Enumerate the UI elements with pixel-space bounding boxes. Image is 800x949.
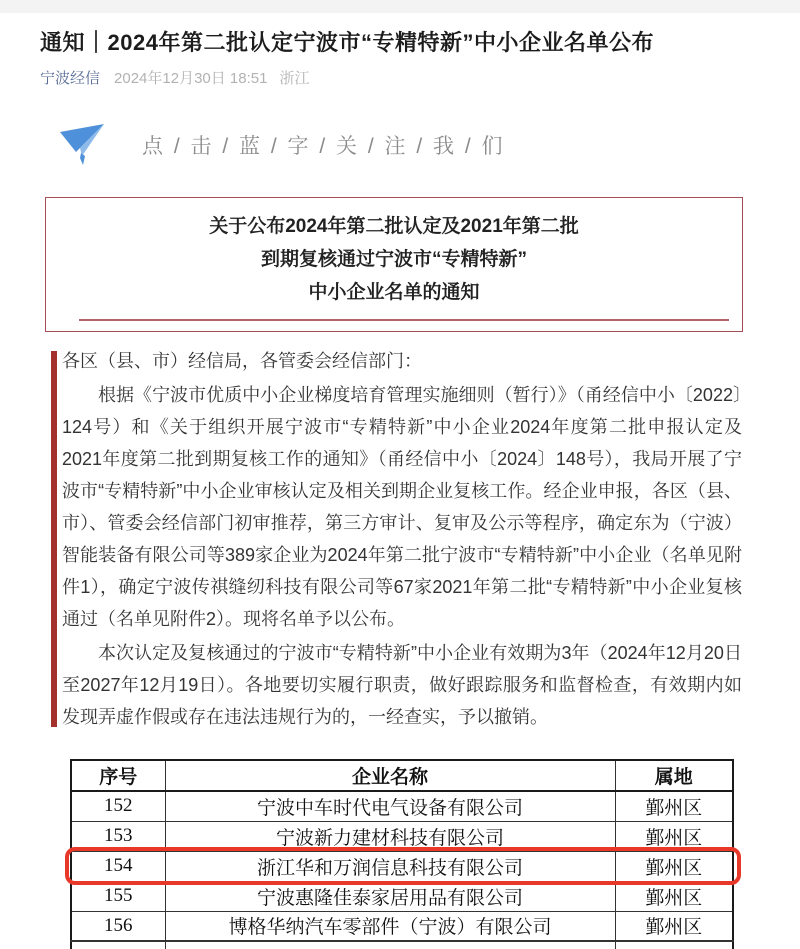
cell-name: 博格华纳汽车零部件（宁波）有限公司 bbox=[165, 911, 615, 941]
byline bbox=[40, 69, 760, 89]
cell-name: 浙江华和万润信息科技有限公司 bbox=[165, 851, 615, 881]
table-row bbox=[71, 881, 733, 911]
follow-banner bbox=[40, 119, 760, 171]
follow-banner-text: 点 / 击 / 蓝 / 字 / 关 / 注 / 我 / 们 bbox=[142, 135, 506, 158]
red-left-bar bbox=[51, 351, 57, 727]
cell-district: 鄞州区 bbox=[615, 851, 733, 881]
body-paragraph: 本次认定及复核通过的宁波市“专精特新”中小企业有效期为3年（2024年12月20日至2027年12月19日）。各地要切实履行职责，做好跟踪服务和监督检查，有效期内如发现弄虚作假或存在违法违规行为的，一经查实，予以撤销。 bbox=[62, 643, 742, 727]
publish-date: 2024年12月30日 18:51 bbox=[114, 70, 268, 87]
header-cell-no: 序号 bbox=[71, 760, 165, 791]
table-row bbox=[71, 911, 733, 941]
table-header-row bbox=[71, 760, 733, 791]
notice-title-line: 中小企业名单的通知 bbox=[308, 282, 480, 303]
cell-name: 宁波惠隆佳泰家居用品有限公司 bbox=[165, 881, 615, 911]
notice-title-line: 关于公布2024年第二批认定及2021年第二批 bbox=[209, 216, 579, 237]
header-cell-name: 企业名称 bbox=[165, 760, 615, 791]
cell-district: 鄞州区 bbox=[615, 791, 733, 821]
notice-body bbox=[51, 345, 742, 733]
cell-district: 鄞州区 bbox=[615, 821, 733, 851]
table-row bbox=[71, 791, 733, 821]
cell-no: 153 bbox=[71, 821, 165, 851]
cell-name: 宁波中车时代电气设备有限公司 bbox=[165, 791, 615, 821]
publish-location: 浙江 bbox=[279, 70, 310, 87]
table-row-highlighted bbox=[71, 851, 733, 881]
notice-underline-rule bbox=[79, 319, 729, 321]
page-title: 通知｜2024年第二批认定宁波市“专精特新”中小企业名单公布 bbox=[40, 30, 654, 55]
notice-title-box bbox=[45, 197, 743, 332]
cell-no: 154 bbox=[71, 851, 165, 881]
paper-plane-icon bbox=[56, 120, 108, 171]
cell-district: 鄞州区 bbox=[615, 911, 733, 941]
company-table bbox=[70, 759, 734, 949]
notice-title-line: 到期复核通过宁波市“专精特新” bbox=[260, 249, 527, 270]
header-cell-district: 属地 bbox=[615, 760, 733, 791]
table-row bbox=[71, 821, 733, 851]
body-paragraph: 根据《宁波市优质中小企业梯度培育管理实施细则（暂行）》（甬经信中小〔2022〕124号）和《关于组织开展宁波市“专精特新”中小企业2024年度第二批申报认定及2021年度第二批到期复核工作的通知》（甬经信中小〔2024〕148号），我局开展了宁波市“专精特新”中小企业审核认定及相关到期企业复核工作。经企业申报，各区（县、市）、管委会经信部门初审推荐，第三方审计、复审及公示等程序，确定东为（宁波）智能装备有限公司等389家企业为2024年第二批宁波市“专精特新”中小企业（名单见附件1），确定宁波传祺缝纫科技有限公司等67家2021年第二批“专精特新”中小企业复核通过（名单见附件2）。现将名单予以公布。 bbox=[62, 385, 742, 629]
salutation: 各区（县、市）经信局，各管委会经信部门： bbox=[62, 351, 422, 371]
table-row-cutoff bbox=[71, 941, 733, 949]
cell-district: 鄞州区 bbox=[615, 881, 733, 911]
cell-no: 156 bbox=[71, 911, 165, 941]
cell-name: 宁波新力建材科技有限公司 bbox=[165, 821, 615, 851]
top-gray-band bbox=[0, 0, 800, 13]
cell-no: 155 bbox=[71, 881, 165, 911]
cell-no: 152 bbox=[71, 791, 165, 821]
company-table-wrap bbox=[70, 759, 732, 949]
account-link[interactable]: 宁波经信 bbox=[40, 70, 101, 87]
